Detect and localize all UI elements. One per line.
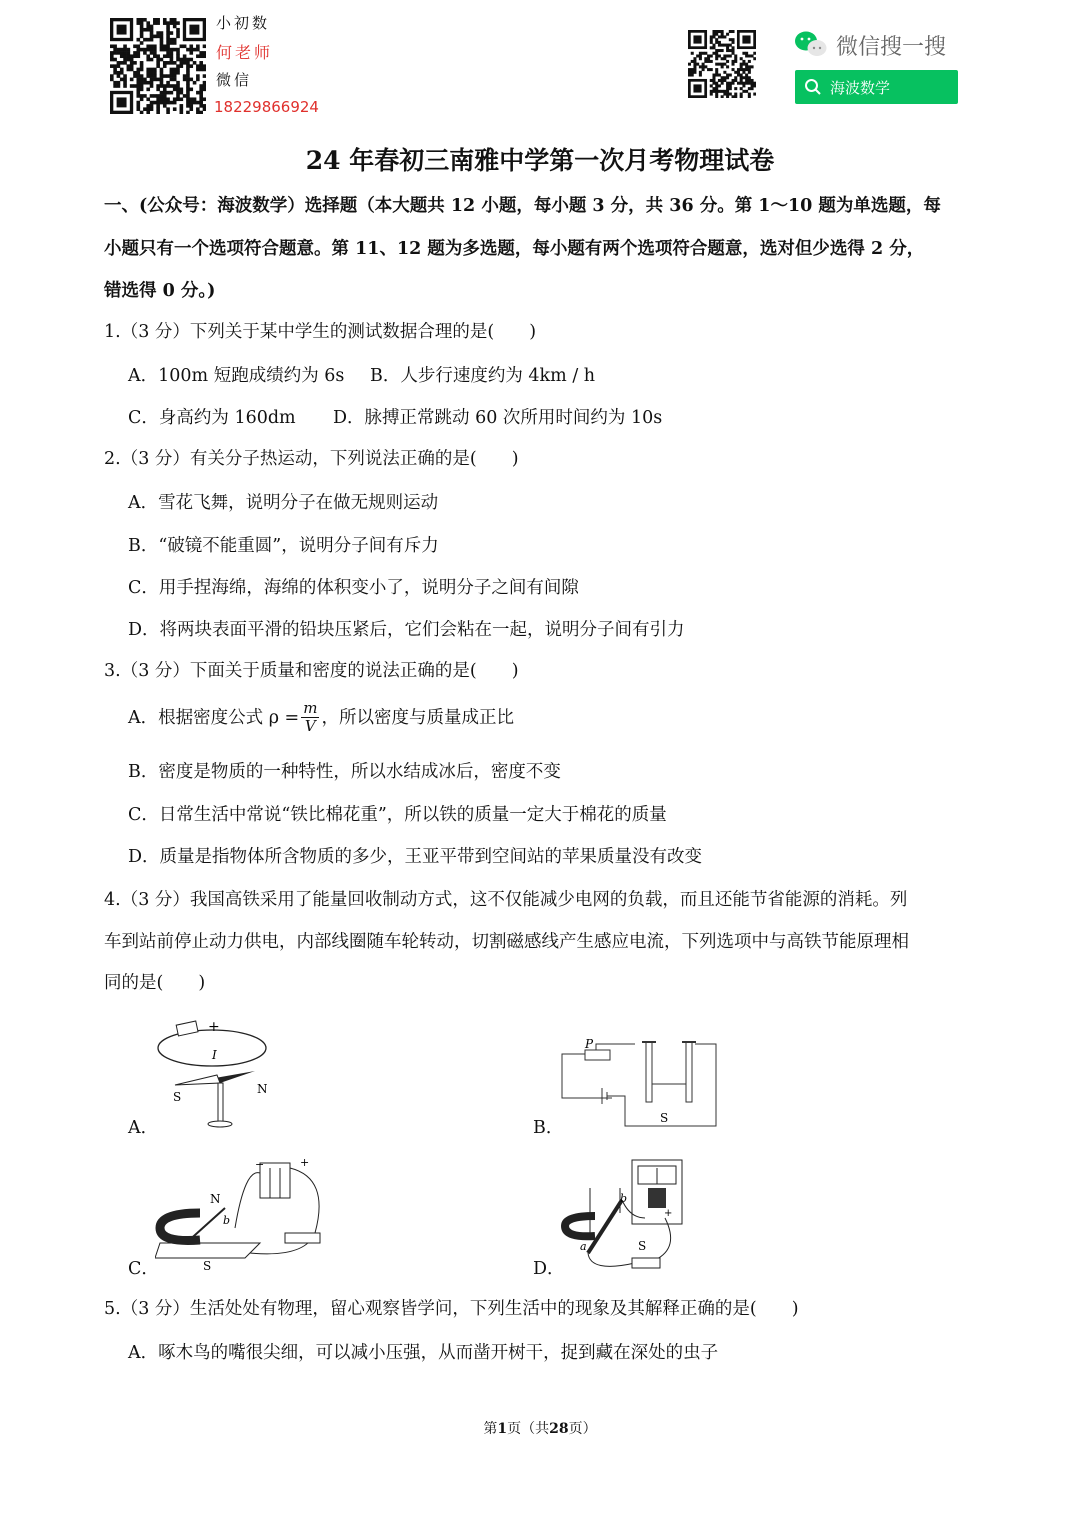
- question-3-stem: 3.（3 分）下面关于质量和密度的说法正确的是( ): [104, 661, 519, 681]
- svg-text:I: I: [212, 1048, 217, 1062]
- q4-option-c-label: C．: [128, 1259, 159, 1279]
- q1-option-b: B．人步行速度约为 4km / h: [370, 366, 596, 386]
- q2-option-b: B．“破镜不能重圆”，说明分子间有斥力: [128, 536, 439, 556]
- search-button-label: 海波数学: [830, 78, 891, 97]
- q3-option-a: [128, 700, 514, 735]
- figure-d-galvanometer-setup: [560, 1158, 690, 1273]
- card-phone: 18229866924: [214, 98, 319, 116]
- page-footer: 第1页（共28页）: [483, 1421, 597, 1437]
- svg-text:−: −: [255, 1158, 265, 1171]
- q3-option-b: B．密度是物质的一种特性，所以水结成冰后，密度不变: [128, 762, 561, 782]
- search-button[interactable]: [795, 70, 958, 104]
- q3-option-d: D．质量是指物体所含物质的多少，王亚平带到空间站的苹果质量没有改变: [128, 847, 703, 867]
- section-heading-line: 小题只有一个选项符合题意。第 11、12 题为多选题，每小题有两个选项符合题意，选对但少选得 2 分，: [104, 239, 925, 259]
- q3-option-a-text: A．根据密度公式 ρ =: [128, 707, 300, 728]
- q4-option-d-label: D．: [533, 1259, 565, 1279]
- svg-text:+: +: [208, 1019, 220, 1035]
- svg-text:+: +: [300, 1158, 310, 1169]
- svg-text:N: N: [210, 1192, 221, 1206]
- section-heading-line: 一、(公众号：海波数学）选择题（本大题共 12 小题，每小题 3 分，共 36 分。第 1～10 题为单选题，每: [104, 196, 941, 216]
- question-4-stem: 车到站前停止动力供电，内部线圈随车轮转动，切割磁感线产生感应电流，下列选项中与高铁节能原理相: [104, 932, 909, 952]
- svg-text:P: P: [585, 1038, 594, 1051]
- question-5-stem: 5.（3 分）生活处处有物理，留心观察皆学问，下列生活中的现象及其解释正确的是( ): [104, 1299, 799, 1319]
- page-number: 1: [497, 1421, 508, 1437]
- q2-option-d: D．将两块表面平滑的铅块压紧后，它们会粘在一起，说明分子间有引力: [128, 620, 685, 640]
- figure-b-electromagnet-circuit: [560, 1038, 720, 1130]
- q4-option-a-label: A．: [128, 1118, 159, 1138]
- question-4-stem: 4.（3 分）我国高铁采用了能量回收制动方式，这不仅能减少电网的负载，而且还能节省能源的消耗。列: [104, 890, 908, 910]
- question-2-stem: 2.（3 分）有关分子热运动，下列说法正确的是( ): [104, 449, 519, 469]
- q2-option-a: A．雪花飞舞，说明分子在做无规则运动: [128, 493, 439, 513]
- card-line-3: 微信: [216, 71, 253, 89]
- card-line-1: 小初数: [216, 14, 271, 32]
- q1-option-d: D．脉搏正常跳动 60 次所用时间约为 10s: [333, 408, 663, 428]
- q1-option-c: C．身高约为 160dm: [128, 408, 296, 428]
- figure-a-oersted-experiment: [155, 1015, 275, 1130]
- svg-text:b: b: [620, 1192, 628, 1205]
- q2-option-c: C．用手捏海绵，海绵的体积变小了，说明分子之间有间隙: [128, 578, 579, 598]
- wechat-logo-icon: [794, 30, 828, 58]
- q4-option-b-label: B．: [533, 1118, 564, 1138]
- figure-c-motor-setup: [155, 1158, 330, 1273]
- search-icon: [804, 78, 822, 96]
- svg-text:S: S: [660, 1111, 669, 1125]
- density-formula-fraction: $\frac{m}{V}$: [303, 699, 318, 735]
- section-heading-line: 错选得 0 分。): [104, 281, 216, 301]
- page-total: 28: [549, 1421, 569, 1437]
- svg-text:a: a: [580, 1240, 587, 1253]
- search-brand-text: 微信搜一搜: [836, 35, 947, 60]
- q5-option-a: A．啄木鸟的嘴很尖细，可以减小压强，从而凿开树干，捉到藏在深处的虫子: [128, 1343, 719, 1363]
- q3-option-a-text: ，所以密度与质量成正比: [321, 707, 514, 728]
- official-account-qr-code: [688, 30, 756, 98]
- svg-text:N: N: [257, 1082, 268, 1096]
- q3-option-c: C．日常生活中常说“铁比棉花重”，所以铁的质量一定大于棉花的质量: [128, 805, 667, 825]
- svg-text:S: S: [638, 1239, 647, 1253]
- svg-text:+: +: [664, 1208, 673, 1219]
- q1-option-a: A．100m 短跑成绩约为 6s: [128, 366, 345, 386]
- question-1-stem: 1.（3 分）下列关于某中学生的测试数据合理的是( ): [104, 322, 537, 342]
- svg-text:b: b: [223, 1214, 231, 1227]
- card-teacher-name: 何老师: [216, 43, 274, 62]
- svg-text:S: S: [173, 1090, 182, 1104]
- wechat-qr-code: [110, 18, 206, 114]
- svg-text:S: S: [203, 1259, 212, 1273]
- page-title: 24 年春初三南雅中学第一次月考物理试卷: [305, 146, 775, 175]
- question-4-stem: 同的是( ): [104, 973, 206, 993]
